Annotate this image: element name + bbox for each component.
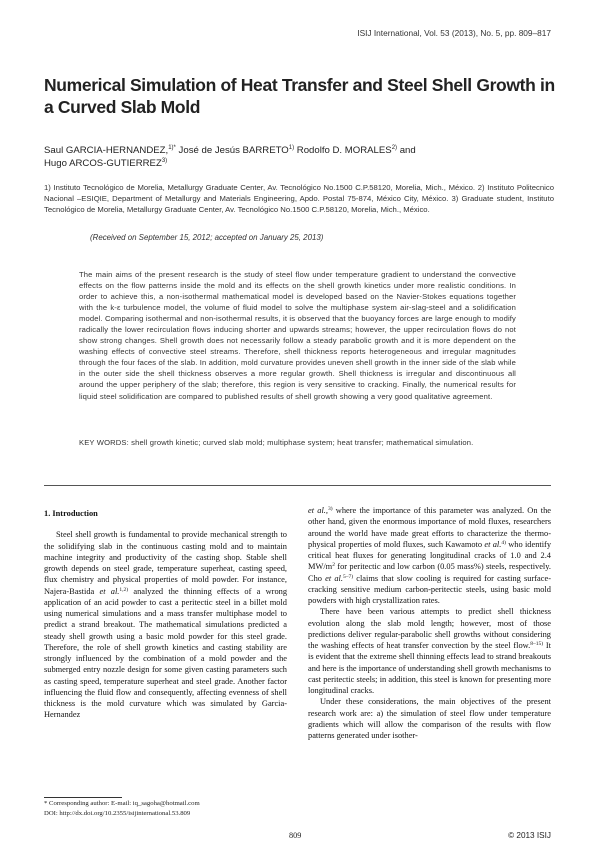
reference-marker: 5–7) (342, 573, 354, 580)
corresponding-author-note: * Corresponding author: E-mail: iq_sagoha@hotmail.com (44, 800, 200, 807)
body-paragraph (308, 606, 551, 696)
received-dates (90, 233, 323, 242)
text-run: claims that slow cooling is required for casting surface-cracking sensitive medium carbon-peritectic steels, using basic mold powders with high crystallization rates. (308, 573, 551, 605)
reference-marker: 4) (501, 539, 506, 546)
keywords: KEY WORDS: shell growth kinetic; curved slab mold; multiphase system; heat transfer; mathematical simulation. (79, 438, 474, 447)
copyright-notice: © 2013 ISIJ (508, 831, 551, 840)
citation-etal: et al. (325, 573, 343, 583)
citation-etal: et al. (484, 539, 502, 549)
body-paragraph: Under these considerations, the main objectives of the present research work are: a) the simulation of steel flow under temperature gradients which will allow the comparison of the results with flow patterns generated under isother- (308, 697, 551, 740)
text-run: There have been various attempts to predict shell thickness evolution along the slab mold length; however, most of those predictions deliver regular-parabolic shell growths without considering the washing effects of heat transfer convection by the steel flow. (308, 607, 551, 650)
journal-reference: ISIJ International, Vol. 53 (2013), No. 5, pp. 809–817 (357, 28, 551, 38)
section-divider (44, 485, 551, 486)
unit-exponent: 2 (332, 562, 335, 569)
reference-marker: 8–15) (530, 641, 544, 647)
page-number: 809 (289, 831, 302, 840)
body-paragraph (44, 529, 287, 720)
abstract: The main aims of the present research is the study of steel flow under temperature gradient to understand the convective effects on the flow patterns inside the mold and its effects on the shell growth kinetics under more realistic conditions. In order to achieve this, a non-isothermal mathematical model is developed based on the Navier-Stokes equations together with the k-ε turbulence model, the volume of fluid model to solve the multiphase system air-slag-steel and a solidification model. Comparing isothermal and non-isothermal results, it is observed that the buoyancy forces are large enough to modify radically the lower recirculation flows inducing shorter and upwards streams; however, the upper recirculation flows do not show strong changes. Shell growth does not necessarily follow a steady parabolic growth and it is more dependent on the washing effects of convective steel streams. Therefore, shell thickness reports heterogeneous and irregular magnitudes through the four faces of the slab. In addition, mold curvature provides uneven shell growth in the inner side of the slab while in the outer side the shell thickness observes a more regular growth. Shell thickness is irregular and discontinuous all around the upper periphery of the slab; therefore, this region is very sensitive to cracking. Finally, the numerical results for liquid steel solidification are compared to published results of shell growth showing a very good qualitative agreement. (79, 270, 516, 401)
text-run: It is evident that the extreme shell thinning effects lead to strand breakouts and here is the importance of understanding shell growth mechanisms to cast peritectic steels; in addition, this steel is known for presenting more longitudinal cracks. (308, 641, 551, 695)
text-run: where the importance of this parameter was analyzed. On the other hand, given the enormous importance of mold fluxes, researchers around the world have made great efforts to characterize the thermo-physical properties of mold fluxes, such Kawamoto (308, 506, 551, 549)
author-name: Saul GARCIA-HERNANDEZ, (44, 145, 169, 156)
left-column (44, 508, 287, 721)
text-run: analyzed the thinning effects of a wrong application of an acid powder to cast a peritectic steel in a billet mold using numerical simulations and a mass transfer multiphase model to predict a strand breakout. The mathematical simulations predicted a steady shell growth using a basic mold powder for this steel grade. Therefore, the role of shell growth kinetics and casting stability are strongly influenced by the combination of a mold powder and the submerged entry nozzle design for some given casting parameters such as casting speed, temperature superheat and steel grade. Another factor influencing the fluid flow and consequently, affecting evenness of shell thickness is the mold curvature which was simulated by Garcia-Hernandez (44, 586, 288, 720)
author-name: Hugo ARCOS-GUTIERREZ (44, 158, 162, 169)
text-run: Steel shell growth is fundamental to provide mechanical strength to the solidifying slab in the continuous casting mold and to maintain machine integrity and productivity of the casting shop. Stable shell growth depends on steel grade, temperature superheat, casting speed, flux chemistry and physical properties of mold powder. For instance, Najera-Bastida (44, 530, 287, 596)
affiliation-marker: 2) (391, 145, 398, 151)
text-run: for peritectic and low carbon (0.05 mass%) steels, respectively. Cho (308, 562, 551, 583)
affiliations: 1) Instituto Tecnológico de Morelia, Metallurgy Graduate Center, Av. Tecnológico No.1500 C.P.58120, Morelia, Mich., México. 2) Instituto Politecnico Nacional –ESIQIE, Department of Metallurgy and Materials Engineering, Apdo. Postal 75-874, México City, México. 3) Graduate student, Instituto Tecnológico de Morelia, Metallurgy Graduate Center, Av. Tecnológico No.1500 C.P.58120, Morelia, Mich., México. (44, 183, 554, 214)
citation-etal: et al. (99, 586, 120, 596)
footnotes (44, 799, 294, 819)
right-column (308, 505, 551, 741)
affiliation-marker: 1) (288, 145, 295, 151)
footnote-divider (44, 797, 122, 798)
reference-marker: 1,2) (119, 586, 129, 593)
doi-link[interactable]: DOI: http://dx.doi.org/10.2355/isijinternational.53.809 (44, 810, 191, 817)
received-text: (Received on September 15, 2012; accepted on January 25, 2013) (90, 233, 324, 242)
author-name: José de Jesús BARRETO (175, 145, 289, 156)
author-list (44, 144, 554, 170)
affiliation-marker: 3) (161, 158, 168, 164)
reference-marker: 3) (327, 506, 333, 512)
text-run: who identify critical heat fluxes for generating longitudinal cracks of 1.0 and 2.4 MW/m (308, 539, 552, 572)
article-title: Numerical Simulation of Heat Transfer and Steel Shell Growth in a Curved Slab Mold (44, 75, 555, 117)
section-heading: 1. Introduction (44, 509, 98, 518)
body-paragraph (308, 505, 551, 606)
affiliation-marker: 1)* (168, 145, 176, 151)
author-conjunction: and (397, 145, 416, 156)
citation-etal: et al., (308, 506, 328, 515)
author-name: Rodolfo D. MORALES (294, 145, 392, 156)
